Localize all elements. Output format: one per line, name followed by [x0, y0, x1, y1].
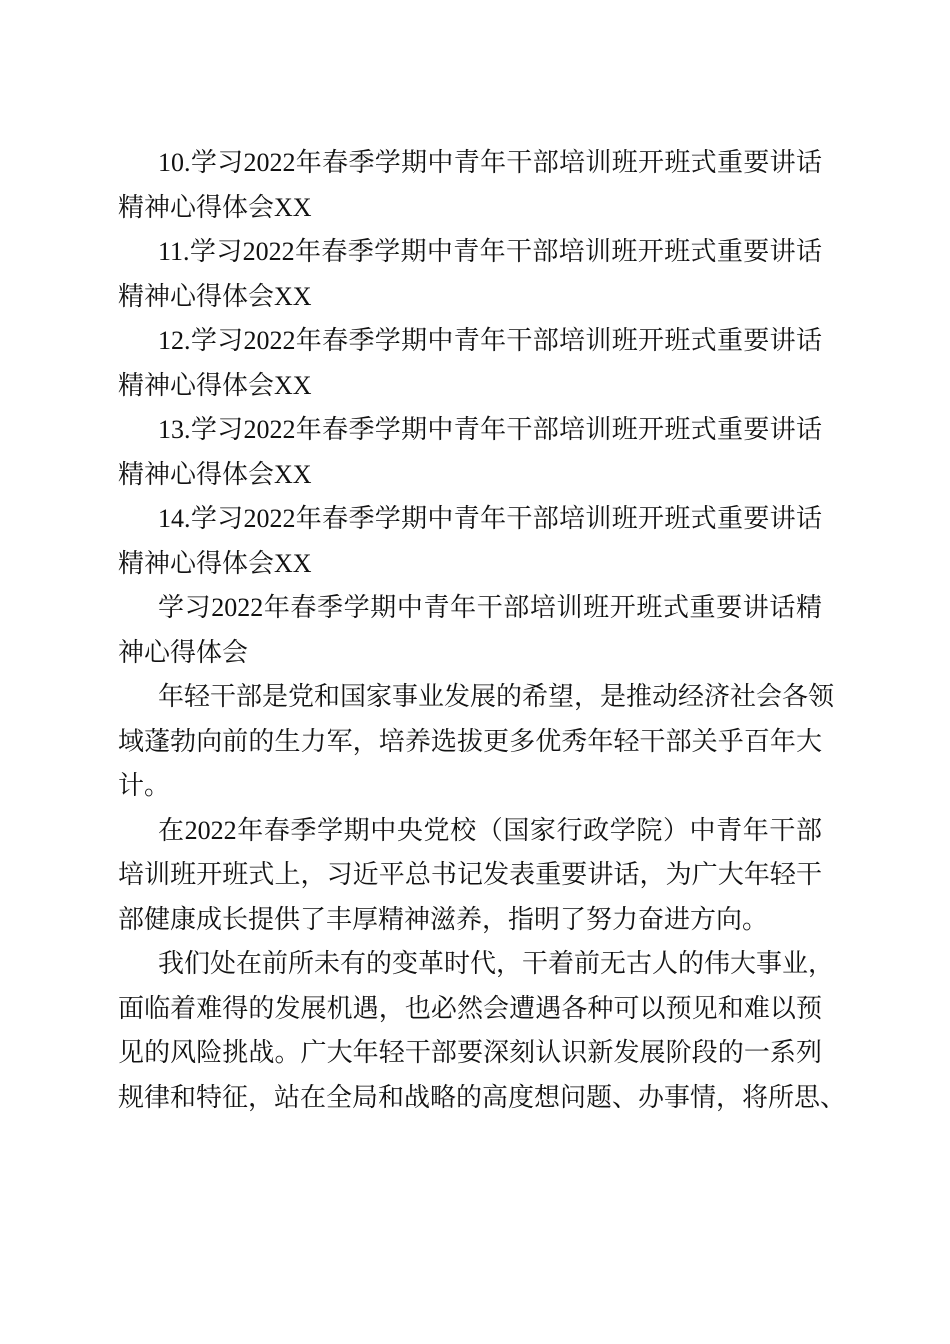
text-line: 在2022年春季学期中央党校（国家行政学院）中青年干部 — [158, 815, 822, 845]
text-line: 计。 — [118, 771, 171, 800]
text-line: 培训班开班式上，习近平总书记发表重要讲话，为广大年轻干 — [118, 860, 822, 889]
text-line: 部健康成长提供了丰厚精神滋养，指明了努力奋进方向。 — [118, 904, 769, 934]
text-line: 10.学习2022年春季学期中青年干部培训班开班式重要讲话 — [158, 148, 822, 177]
text-line: 13.学习2022年春季学期中青年干部培训班开班式重要讲话 — [158, 415, 822, 444]
paragraph — [118, 141, 822, 230]
text-line: 精神心得体会XX — [118, 281, 312, 311]
text-line: 域蓬勃向前的生力军，培养选拔更多优秀年轻干部关乎百年大 — [118, 726, 822, 756]
text-line: 规律和特征，站在全局和战略的高度想问题、办事情，将所思、 — [118, 1082, 847, 1112]
paragraph — [118, 809, 822, 943]
text-line: 11.学习2022年春季学期中青年干部培训班开班式重要讲话 — [158, 237, 822, 266]
paragraph — [118, 230, 822, 319]
paragraph — [118, 408, 822, 497]
text-line: 学习2022年春季学期中青年干部培训班开班式重要讲话精 — [158, 593, 822, 622]
text-line: 我们处在前所未有的变革时代，干着前无古人的伟大事业， — [158, 949, 835, 978]
text-line: 精神心得体会XX — [118, 192, 312, 222]
text-line: 神心得体会 — [118, 637, 249, 667]
text-line: 面临着难得的发展机遇，也必然会遭遇各种可以预见和难以预 — [118, 993, 822, 1023]
text-line: 精神心得体会XX — [118, 459, 312, 489]
text-line: 精神心得体会XX — [118, 370, 312, 400]
paragraph — [118, 586, 822, 675]
paragraph — [118, 942, 847, 1120]
text-line: 12.学习2022年春季学期中青年干部培训班开班式重要讲话 — [158, 326, 822, 355]
text-line: 见的风险挑战。广大年轻干部要深刻认识新发展阶段的一系列 — [118, 1038, 822, 1067]
paragraph — [118, 675, 835, 809]
text-line: 14.学习2022年春季学期中青年干部培训班开班式重要讲话 — [158, 504, 822, 533]
document-page — [118, 141, 847, 1120]
paragraph — [118, 497, 822, 586]
text-line: 年轻干部是党和国家事业发展的希望，是推动经济社会各领 — [158, 682, 835, 711]
paragraph — [118, 319, 822, 408]
text-line: 精神心得体会XX — [118, 548, 312, 578]
